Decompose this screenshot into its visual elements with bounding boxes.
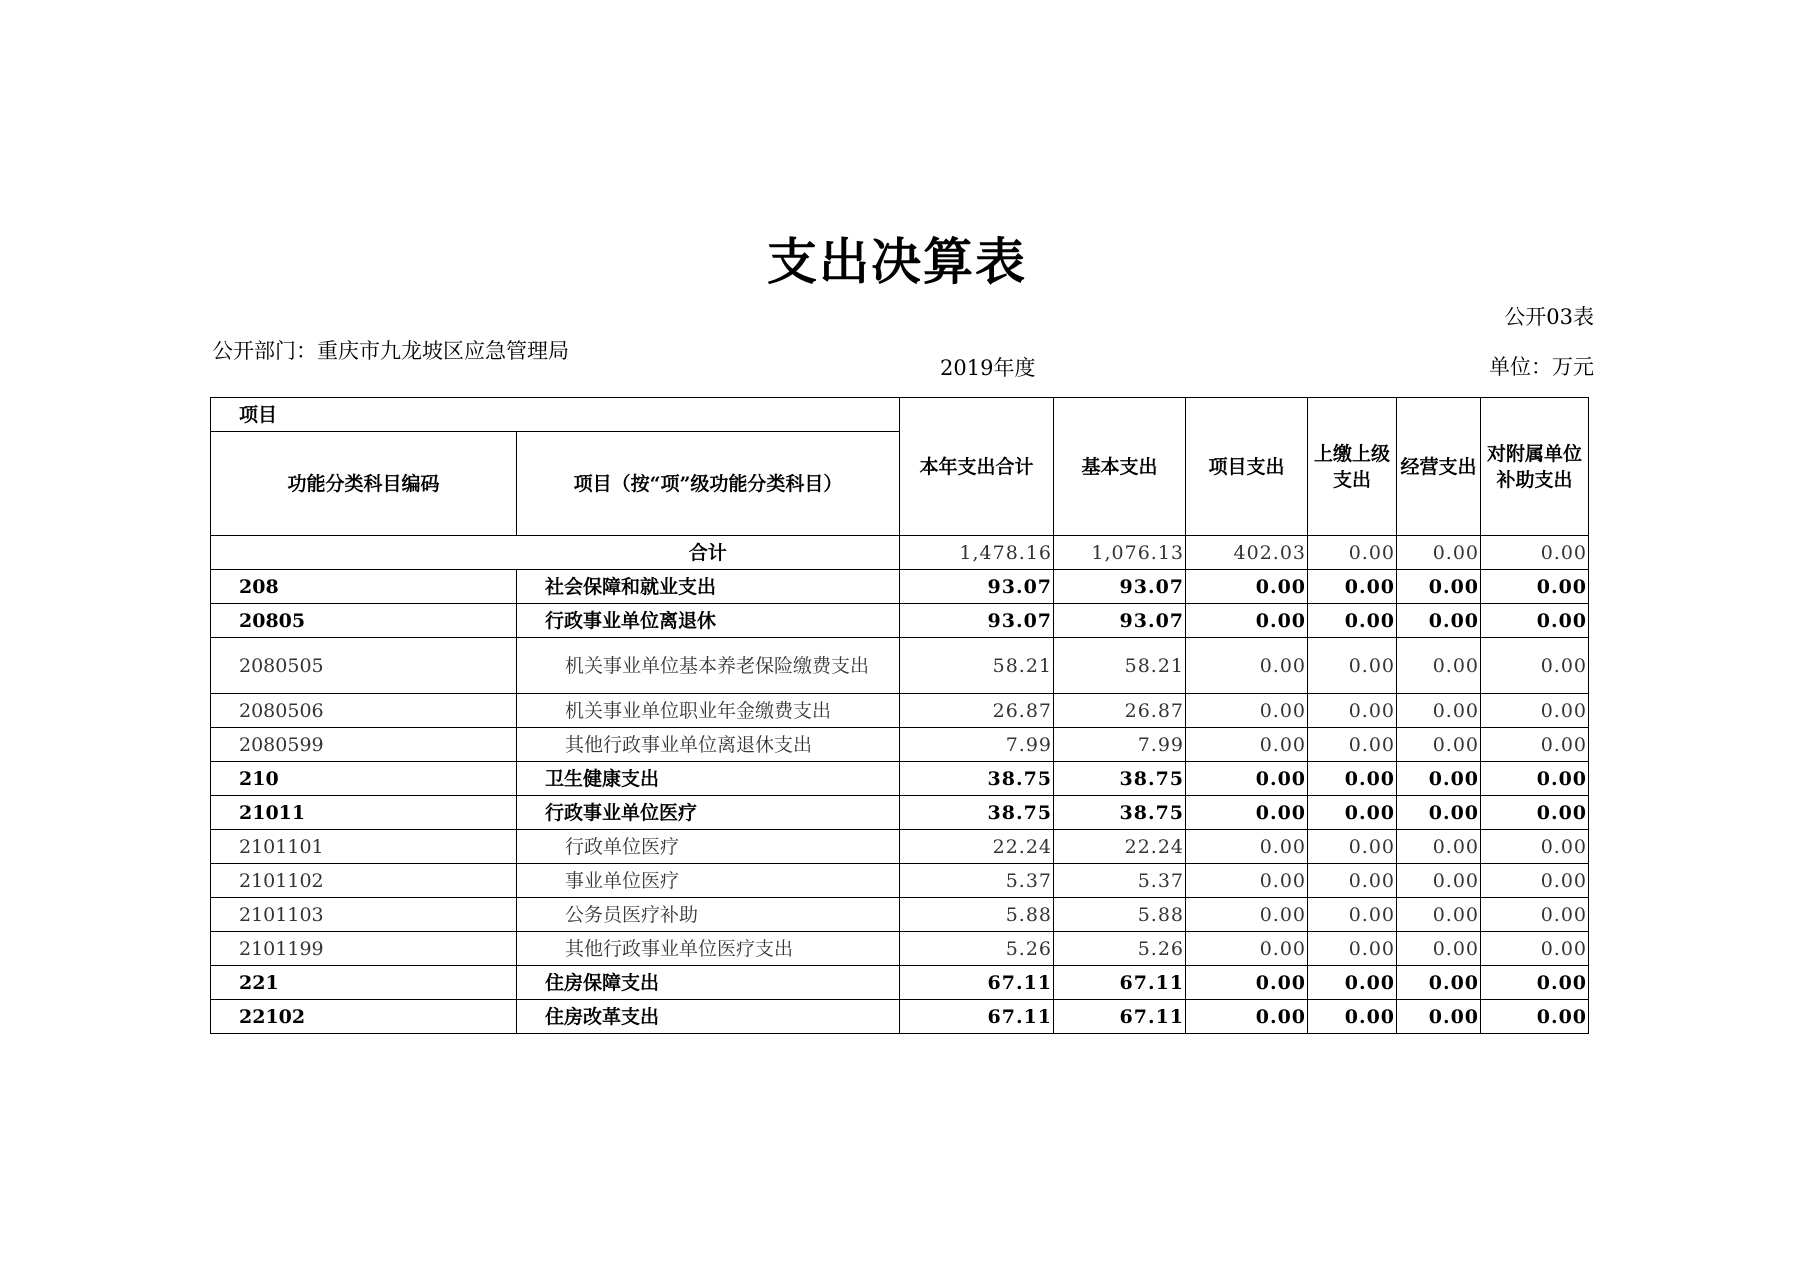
row-value: 0.00 <box>1397 728 1481 762</box>
table-row <box>211 728 1589 762</box>
row-value: 0.00 <box>1308 796 1397 830</box>
row-value: 0.00 <box>1308 830 1397 864</box>
row-value: 0.00 <box>1308 966 1397 1000</box>
row-value: 0.00 <box>1308 762 1397 796</box>
row-value: 0.00 <box>1397 966 1481 1000</box>
row-value: 0.00 <box>1397 1000 1481 1034</box>
row-value: 5.37 <box>1054 864 1186 898</box>
table-row <box>211 932 1589 966</box>
table-row <box>211 762 1589 796</box>
row-code: 2101102 <box>211 864 517 898</box>
row-value: 0.00 <box>1481 830 1589 864</box>
row-value: 0.00 <box>1481 570 1589 604</box>
row-value: 0.00 <box>1397 830 1481 864</box>
row-value: 0.00 <box>1397 932 1481 966</box>
row-value: 0.00 <box>1186 1000 1308 1034</box>
expenditure-table <box>210 397 1589 1034</box>
table-row <box>211 638 1589 694</box>
row-code: 22102 <box>211 1000 517 1034</box>
table-row <box>211 570 1589 604</box>
header-name: 项目（按“项”级功能分类科目） <box>517 432 900 536</box>
row-name: 公务员医疗补助 <box>517 898 900 932</box>
row-value: 93.07 <box>1054 604 1186 638</box>
total-code-cell <box>211 536 517 570</box>
row-value: 0.00 <box>1308 728 1397 762</box>
row-code: 2080505 <box>211 638 517 694</box>
total-value: 0.00 <box>1397 536 1481 570</box>
table-row <box>211 694 1589 728</box>
row-name: 其他行政事业单位离退休支出 <box>517 728 900 762</box>
row-value: 0.00 <box>1481 864 1589 898</box>
row-value: 67.11 <box>1054 1000 1186 1034</box>
table-row <box>211 898 1589 932</box>
row-value: 0.00 <box>1186 864 1308 898</box>
header-total: 本年支出合计 <box>900 398 1054 536</box>
row-value: 0.00 <box>1186 694 1308 728</box>
row-value: 0.00 <box>1308 932 1397 966</box>
row-value: 0.00 <box>1481 728 1589 762</box>
total-value: 0.00 <box>1481 536 1589 570</box>
row-value: 0.00 <box>1186 762 1308 796</box>
row-value: 0.00 <box>1397 604 1481 638</box>
row-value: 93.07 <box>900 570 1054 604</box>
row-value: 0.00 <box>1186 604 1308 638</box>
row-code: 2101103 <box>211 898 517 932</box>
row-name: 卫生健康支出 <box>517 762 900 796</box>
header-project: 项目支出 <box>1186 398 1308 536</box>
header-basic: 基本支出 <box>1054 398 1186 536</box>
row-value: 0.00 <box>1481 1000 1589 1034</box>
row-value: 0.00 <box>1186 728 1308 762</box>
row-value: 0.00 <box>1308 638 1397 694</box>
row-code: 21011 <box>211 796 517 830</box>
department-label: 公开部门：重庆市九龙坡区应急管理局 <box>212 339 569 363</box>
header-upper: 上缴上级支出 <box>1308 398 1397 536</box>
row-code: 2080599 <box>211 728 517 762</box>
table-row <box>211 966 1589 1000</box>
page-title: 支出决算表 <box>767 232 1027 291</box>
unit-label: 单位：万元 <box>1489 355 1594 379</box>
table-row <box>211 604 1589 638</box>
row-value: 0.00 <box>1481 898 1589 932</box>
row-name: 住房保障支出 <box>517 966 900 1000</box>
row-value: 0.00 <box>1481 694 1589 728</box>
row-value: 93.07 <box>1054 570 1186 604</box>
row-value: 0.00 <box>1186 966 1308 1000</box>
row-value: 0.00 <box>1186 796 1308 830</box>
row-value: 5.88 <box>1054 898 1186 932</box>
row-code: 2101199 <box>211 932 517 966</box>
row-value: 22.24 <box>900 830 1054 864</box>
row-value: 0.00 <box>1186 898 1308 932</box>
row-value: 67.11 <box>1054 966 1186 1000</box>
row-name: 事业单位医疗 <box>517 864 900 898</box>
row-value: 0.00 <box>1481 966 1589 1000</box>
row-value: 0.00 <box>1397 762 1481 796</box>
row-code: 20805 <box>211 604 517 638</box>
row-name: 社会保障和就业支出 <box>517 570 900 604</box>
total-value: 1,076.13 <box>1054 536 1186 570</box>
row-value: 0.00 <box>1481 604 1589 638</box>
total-value: 0.00 <box>1308 536 1397 570</box>
table-row <box>211 830 1589 864</box>
row-value: 22.24 <box>1054 830 1186 864</box>
row-value: 38.75 <box>900 796 1054 830</box>
row-value: 7.99 <box>900 728 1054 762</box>
row-name: 行政事业单位医疗 <box>517 796 900 830</box>
row-value: 58.21 <box>1054 638 1186 694</box>
row-value: 0.00 <box>1186 638 1308 694</box>
row-value: 0.00 <box>1481 932 1589 966</box>
row-value: 0.00 <box>1308 898 1397 932</box>
row-value: 0.00 <box>1397 898 1481 932</box>
row-value: 0.00 <box>1186 932 1308 966</box>
row-value: 0.00 <box>1397 638 1481 694</box>
header-code: 功能分类科目编码 <box>211 432 517 536</box>
row-value: 0.00 <box>1397 570 1481 604</box>
row-value: 0.00 <box>1308 1000 1397 1034</box>
row-code: 208 <box>211 570 517 604</box>
row-value: 0.00 <box>1397 694 1481 728</box>
fiscal-year: 2019年度 <box>940 356 1036 380</box>
row-value: 0.00 <box>1186 830 1308 864</box>
header-item-group: 项目 <box>211 398 900 432</box>
row-value: 0.00 <box>1308 864 1397 898</box>
row-value: 5.37 <box>900 864 1054 898</box>
row-code: 210 <box>211 762 517 796</box>
row-value: 0.00 <box>1397 864 1481 898</box>
table-row <box>211 796 1589 830</box>
row-code: 2080506 <box>211 694 517 728</box>
row-value: 5.88 <box>900 898 1054 932</box>
row-value: 0.00 <box>1397 796 1481 830</box>
row-value: 0.00 <box>1308 604 1397 638</box>
form-number: 公开03表 <box>1504 305 1594 329</box>
row-name: 行政事业单位离退休 <box>517 604 900 638</box>
row-value: 7.99 <box>1054 728 1186 762</box>
row-value: 38.75 <box>1054 762 1186 796</box>
row-value: 0.00 <box>1481 638 1589 694</box>
total-row <box>211 536 1589 570</box>
row-value: 0.00 <box>1308 694 1397 728</box>
row-value: 38.75 <box>900 762 1054 796</box>
table-row <box>211 864 1589 898</box>
row-value: 38.75 <box>1054 796 1186 830</box>
row-value: 0.00 <box>1186 570 1308 604</box>
row-value: 0.00 <box>1481 762 1589 796</box>
row-code: 221 <box>211 966 517 1000</box>
row-value: 67.11 <box>900 1000 1054 1034</box>
row-code: 2101101 <box>211 830 517 864</box>
row-value: 67.11 <box>900 966 1054 1000</box>
total-label: 合计 <box>517 536 900 570</box>
row-value: 26.87 <box>900 694 1054 728</box>
total-value: 1,478.16 <box>900 536 1054 570</box>
row-value: 58.21 <box>900 638 1054 694</box>
header-subsidy: 对附属单位补助支出 <box>1481 398 1589 536</box>
header-business: 经营支出 <box>1397 398 1481 536</box>
row-value: 0.00 <box>1481 796 1589 830</box>
row-name: 机关事业单位基本养老保险缴费支出 <box>517 638 900 694</box>
total-value: 402.03 <box>1186 536 1308 570</box>
row-name: 其他行政事业单位医疗支出 <box>517 932 900 966</box>
row-name: 机关事业单位职业年金缴费支出 <box>517 694 900 728</box>
row-name: 行政单位医疗 <box>517 830 900 864</box>
row-name: 住房改革支出 <box>517 1000 900 1034</box>
row-value: 93.07 <box>900 604 1054 638</box>
row-value: 0.00 <box>1308 570 1397 604</box>
row-value: 26.87 <box>1054 694 1186 728</box>
row-value: 5.26 <box>1054 932 1186 966</box>
table-row <box>211 1000 1589 1034</box>
row-value: 5.26 <box>900 932 1054 966</box>
